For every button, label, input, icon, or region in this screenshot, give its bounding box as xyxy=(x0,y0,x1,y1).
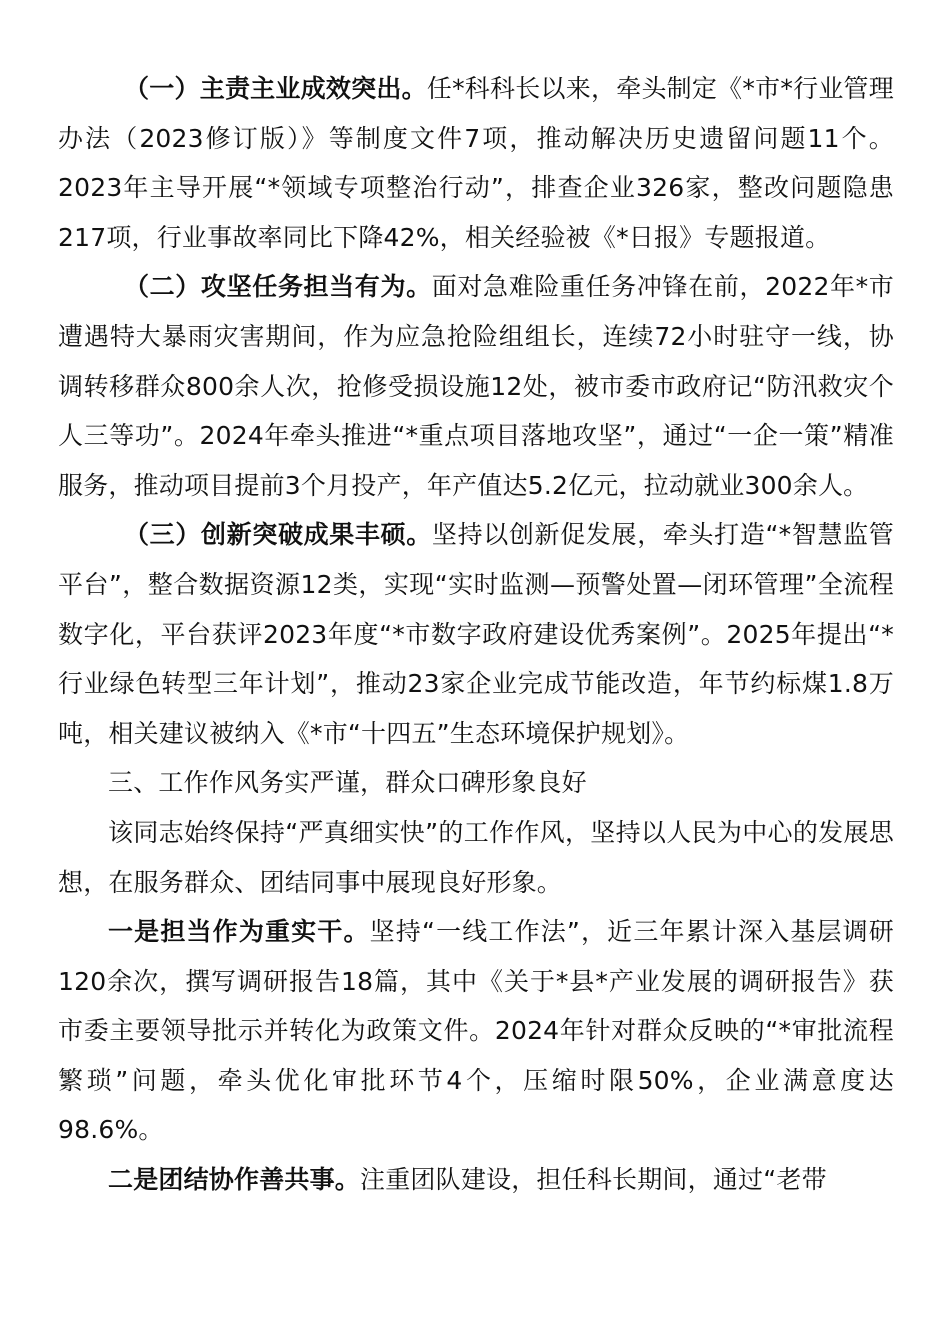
paragraph-main-duty xyxy=(58,64,894,262)
paragraph-text: 坚持以创新促发展，牵头打造“*智慧监管平台”，整合数据资源12类，实现“实时监测—预警处置—闭环管理”全流程数字化，平台获评2023年度“*市数字政府建设优秀案例”。2025年提出“*行业绿色转型三年计划”，推动23家企业完成节能改造，年节约标煤1.8万吨，相关建议被纳入《*市“十四五”生态环境保护规划》。 xyxy=(58,520,894,748)
paragraph-innovation xyxy=(58,510,894,758)
paragraph-text: 面对急难险重任务冲锋在前，2022年*市遭遇特大暴雨灾害期间，作为应急抢险组组长，连续72小时驻守一线，协调转移群众800余人次，抢修受损设施12处，被市委市政府记“防汛救灾个人三等功”。2024年牵头推进“*重点项目落地攻坚”，通过“一企一策”精准服务，推动项目提前3个月投产，年产值达5.2亿元，拉动就业300余人。 xyxy=(58,272,894,500)
paragraph-work-style-intro xyxy=(58,808,894,907)
paragraph-heading: （一）主责主业成效突出。 xyxy=(124,74,427,103)
paragraph-text: 注重团队建设，担任科长期间，通过“老带 xyxy=(360,1165,827,1195)
paragraph-heading: （二）攻坚任务担当有为。 xyxy=(124,272,432,302)
paragraph-heading: 二是团结协作善共事。 xyxy=(108,1165,361,1195)
paragraph-text: 坚持“一线工作法”，近三年累计深入基层调研120余次，撰写调研报告18篇，其中《关于*县*产业发展的调研报告》获市委主要领导批示并转化为政策文件。2024年针对群众反映的“*审批流程繁琐”问题，牵头优化审批环节4个，压缩时限50%，企业满意度达98.6%。 xyxy=(58,917,894,1145)
paragraph-text: 该同志始终保持“严真细实快”的工作作风，坚持以人民为中心的发展思想，在服务群众、团结同事中展现良好形象。 xyxy=(58,817,894,897)
section-heading-text: 三、工作作风务实严谨，群众口碑形象良好 xyxy=(108,768,587,798)
paragraph-text: 任*科科长以来，牵头制定《*市*行业管理办法（2023修订版）》等制度文件7项，推动解决历史遗留问题11个。2023年主导开展“*领域专项整治行动”，排查企业326家，整改问题隐患217项，行业事故率同比下降42%，相关经验被《*日报》专题报道。 xyxy=(58,74,894,252)
paragraph-heading: 一是担当作为重实干。 xyxy=(108,917,370,947)
section-heading-work-style xyxy=(58,758,894,808)
paragraph-responsibility xyxy=(58,907,894,1155)
paragraph-tough-tasks xyxy=(58,262,894,510)
document-body xyxy=(58,64,894,1205)
paragraph-heading: （三）创新突破成果丰硕。 xyxy=(124,520,432,550)
paragraph-teamwork xyxy=(58,1155,894,1205)
